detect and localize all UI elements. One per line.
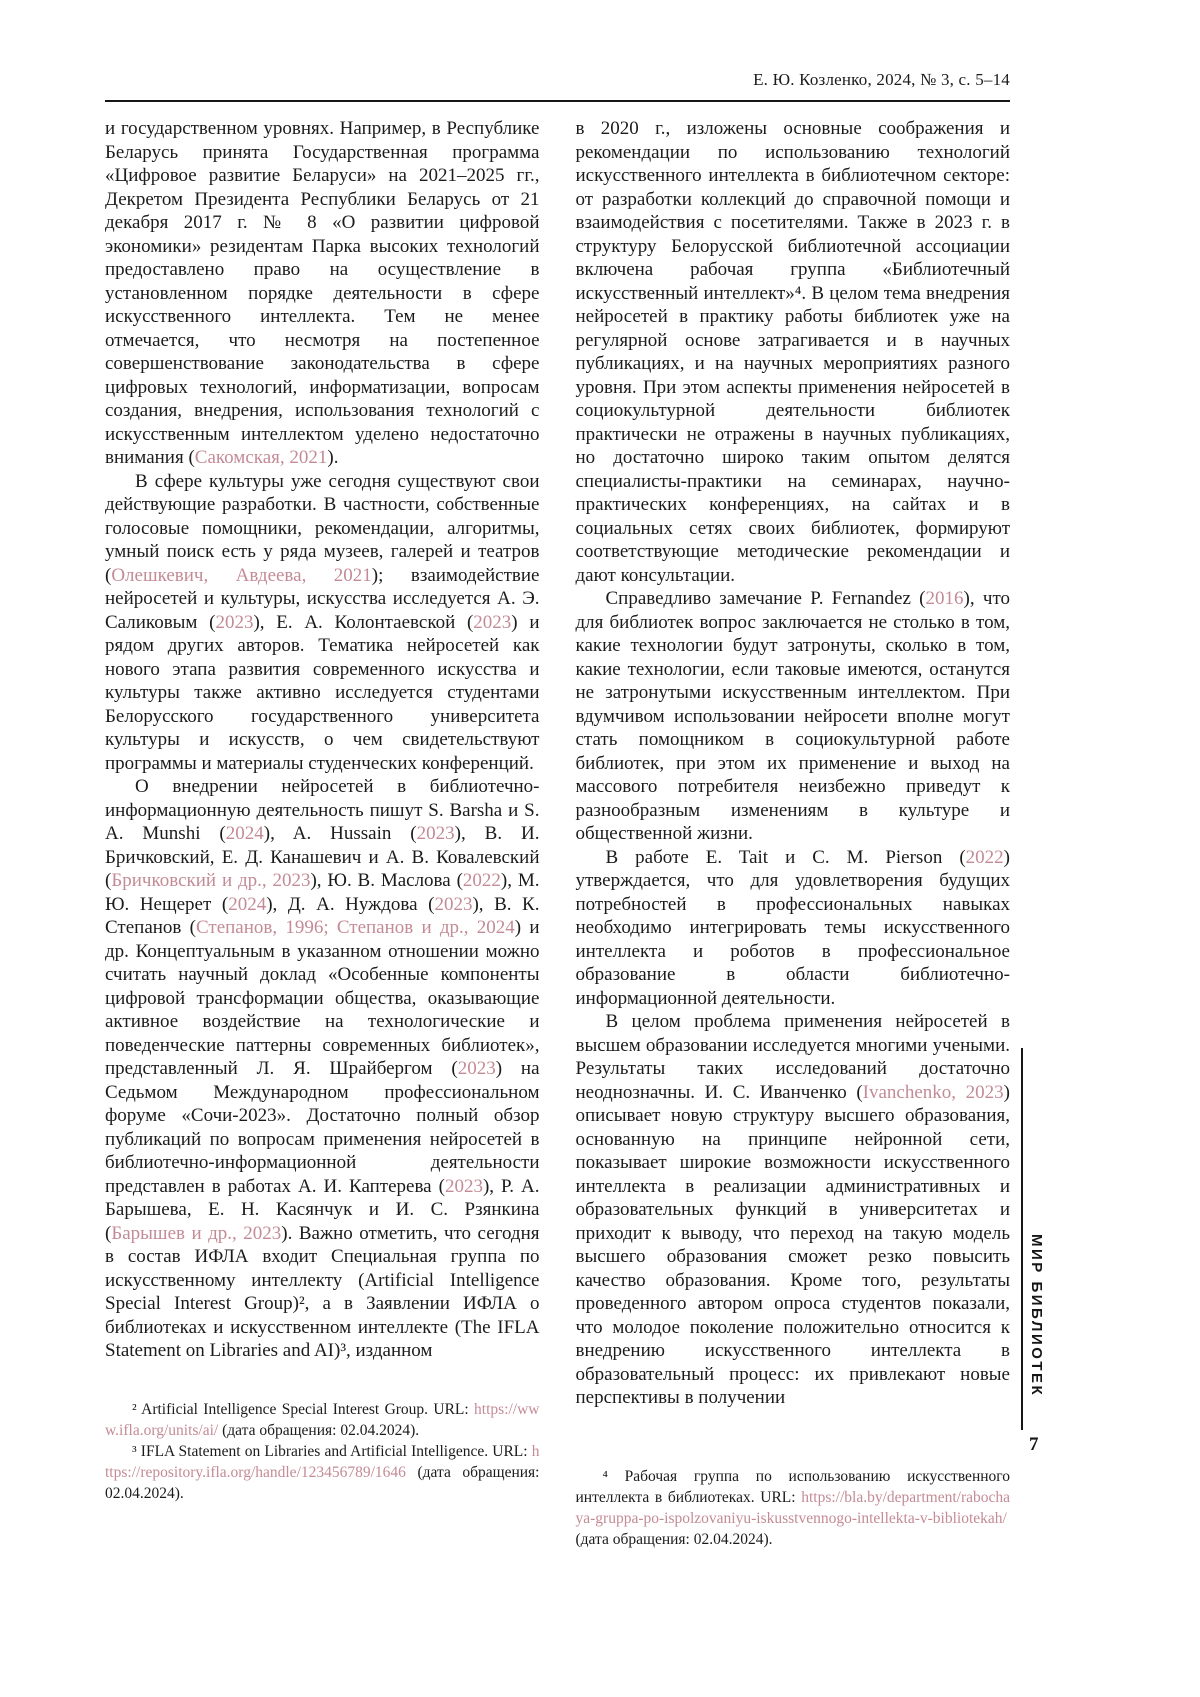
footnote <box>105 1399 540 1441</box>
article-body <box>105 117 1010 1550</box>
left-column-footnotes <box>105 1399 540 1504</box>
footnote <box>105 1441 540 1504</box>
section-label-vertical: МИР БИБЛИОТЕК <box>1028 1234 1045 1398</box>
text-run: ), A. Hussain ( <box>263 823 417 844</box>
text-run: ), Р. А. Барышева, Е. Н. Касянчук и И. С. Рзянкина ( <box>105 1175 540 1244</box>
text-run: ) и рядом других авторов. Тематика нейросетей как нового этапа развития современного искусства и культуры также активно исследуется студентами Белорусского государственного университета культуры и искусств, о чем свидетельствуют программы и материалы студенческих конференций. <box>105 611 540 774</box>
citation-link[interactable]: 2023 <box>457 1058 496 1079</box>
citation-link[interactable]: 2022 <box>462 870 501 891</box>
body-paragraph <box>105 117 540 470</box>
text-run: ) описывает новую структуру высшего образования, основанную на принципе нейронной сети, показывает широкие возможности искусственного интеллекта в реализации административных и образовательных функций в университетах и приходит к выводу, что переход на такую модель высшего образования сможет резко повысить качество образования. Кроме того, результаты проведенного автором опроса студентов показали, что молодое поколение положительно относится к внедрению искусственного интеллекта в образовательный процесс: их привлекают новые перспективы в получении <box>575 1081 1010 1408</box>
citation-link[interactable]: 2016 <box>925 588 964 609</box>
citation-link[interactable]: Барышев и др., 2023 <box>111 1222 282 1244</box>
right-column-text <box>576 117 1011 1410</box>
text-run: ), М. Ю. Нещерет ( <box>105 870 540 915</box>
body-paragraph <box>105 470 540 776</box>
text-run: ). <box>327 447 339 468</box>
text-run: ) и др. Концептуальным в указанном отношении можно считать научный доклад «Особенные компоненты цифровой трансформации общества, оказывающие активное воздействие на технологические и поведенческие паттерны современных библиотек», представленный Л. Я. Шрайбергом ( <box>105 917 540 1079</box>
footnote-url-link[interactable]: https://www.ifla.org/units/ai/ <box>105 1400 540 1439</box>
running-head: Е. Ю. Козленко, 2024, № 3, с. 5–14 <box>753 70 1010 89</box>
text-run: ³ IFLA Statement on Libraries and Artificial Intelligence. URL: <box>132 1442 532 1460</box>
text-run: ) на Седьмом Международном профессиональном форуме «Сочи-2023». Достаточно полный обзор публикаций по вопросам применения нейросетей в библиотечно-информационной деятельности представлен в работах А. И. Каптерева ( <box>105 1058 540 1197</box>
footnote <box>576 1466 1011 1550</box>
text-run: (дата обращения: 02.04.2024). <box>218 1421 420 1439</box>
text-run: ), Д. А. Нуждова ( <box>266 893 435 915</box>
citation-link[interactable]: 2023 <box>416 823 455 844</box>
text-run: ⁴ Рабочая группа по использованию искусственного интеллекта в библиотеках. URL: <box>575 1467 1010 1506</box>
citation-link[interactable]: Олешкевич, Авдеева, 2021 <box>111 564 372 586</box>
body-paragraph <box>576 1010 1011 1410</box>
body-paragraph <box>576 117 1011 587</box>
text-run: ) утверждается, что для удовлетворения будущих потребностей в профессиональных навыках необходимо интегрировать темы искусственного интеллекта и роботов в профессиональное образование в области библиотечно-информационной деятельности. <box>575 846 1010 1009</box>
citation-link[interactable]: Сакомская, 2021 <box>194 447 328 468</box>
footnote-url-link[interactable]: https://bla.by/department/rabochaya-gruppa-po-ispolzovaniyu-iskusstvennogo-intellekta-v-bibliotekah/ <box>575 1488 1010 1527</box>
left-column <box>105 117 540 1550</box>
right-column <box>576 117 1011 1550</box>
text-run: ), В. К. Степанов ( <box>105 893 540 938</box>
text-run: в 2020 г., изложены основные соображения и рекомендации по использованию технологий искусственного интеллекта в библиотечном секторе: от разработки коллекций до справочной помощи и взаимодействия с посетителями. Также в 2023 г. в структуру Белорусской библиотечной ассоциации включена рабочая группа «Библиотечный искусственный интеллект»⁴. В целом тема внедрения нейросетей в практику работы библиотек уже на регулярной основе затрагивается и в научных публикациях, и на научных мероприятиях разного уровня. При этом аспекты применения нейросетей в социокультурной деятельности библиотек практически не отражены в научных публикациях, но достаточно широко таким опытом делятся специалисты-практики на семинарах, научно-практических конференциях, на сайтах и в социальных сетях своих библиотек, формируют соответствующие методические рекомендации и дают консультации. <box>575 118 1010 586</box>
header-rule <box>105 100 1010 102</box>
text-run: ), что для библиотек вопрос заключается не столько в том, какие технологии будут затронуты, сколько в том, какие технологии, если таковые имеются, останутся не затронутыми искусственным интеллектом. При вдумчивом использовании нейросети вполне могут стать помощником в социокультурной работе библиотек, при этом их применение и выход на массового потребителя неизбежно приведут к разнообразным изменениям в культуре и общественной жизни. <box>575 588 1010 844</box>
text-run: (дата обращения: 02.04.2024). <box>575 1530 773 1548</box>
citation-link[interactable]: 2024 <box>228 893 267 915</box>
footnote-url-link[interactable]: https://repository.ifla.org/handle/123456789/1646 <box>105 1442 540 1481</box>
text-run: (дата обращения: 02.04.2024). <box>105 1463 540 1502</box>
text-run: В целом проблема применения нейросетей в высшем образовании исследуется многими учеными. Результаты таких исследований достаточно неоднозначны. И. С. Иванченко ( <box>575 1011 1010 1103</box>
section-divider-line <box>1021 1048 1023 1430</box>
text-run: ), Ю. В. Маслова ( <box>310 870 463 891</box>
page-number: 7 <box>1029 1434 1039 1455</box>
text-run: ). Важно отметить, что сегодня в состав ИФЛА входит Специальная группа по искусственному интеллекту (Artificial Intelligence Special Interest Group)², а в Заявлении ИФЛА о библиотеках и искусственном интеллекте (The IFLA Statement on Libraries and AI)³, изданном <box>105 1222 540 1361</box>
text-run: О внедрении нейросетей в библиотечно-информационную деятельность пишут S. Barsha и S. A. Munshi ( <box>105 776 540 844</box>
body-paragraph <box>576 846 1011 1011</box>
text-run: ), В. И. Бричковский, Е. Д. Канашевич и А. В. Ковалевский ( <box>105 823 540 891</box>
text-run: В сфере культуры уже сегодня существуют свои действующие разработки. В частности, собственные голосовые помощники, рекомендации, алгоритмы, умный поиск есть у ряда музеев, галерей и театров ( <box>105 470 540 586</box>
body-paragraph <box>576 587 1011 846</box>
citation-link[interactable]: 2023 <box>434 893 473 915</box>
citation-link[interactable]: 2023 <box>215 611 254 633</box>
right-column-footnotes <box>576 1466 1011 1550</box>
text-run: и государственном уровнях. Например, в Республике Беларусь принята Государственная программа «Цифровое развитие Беларуси» на 2021–2025 гг., Декретом Президента Республики Беларусь от 21 декабря 2017 г. № 8 «О развитии цифровой экономики» резидентам Парка высоких технологий предоставлено право на осуществление в установленном порядке деятельности в сфере искусственного интеллекта. Тем не менее отмечается, что несмотря на постепенное совершенствование законодательства в сфере цифровых технологий, информатизации, вопросам создания, внедрения, использования технологий с искусственным интеллектом уделено недостаточно внимания ( <box>105 118 540 468</box>
body-paragraph <box>105 775 540 1363</box>
text-run: ), Е. А. Колонтаевской ( <box>253 611 474 633</box>
citation-link[interactable]: 2023 <box>444 1175 483 1197</box>
text-run: Справедливо замечание P. Fernandez ( <box>605 588 926 609</box>
citation-link[interactable]: 2024 <box>225 823 264 844</box>
citation-link[interactable]: 2023 <box>473 611 512 633</box>
citation-link[interactable]: Степанов, 1996; Степанов и др., 2024 <box>195 917 515 938</box>
text-run: ² Artificial Intelligence Special Interest Group. URL: <box>132 1400 475 1418</box>
left-column-text <box>105 117 540 1363</box>
text-run: ); взаимодействие нейросетей и культуры, искусства исследуется А. Э. Саликовым ( <box>105 564 540 633</box>
citation-link[interactable]: 2022 <box>965 846 1004 868</box>
citation-link[interactable]: Ivanchenko, 2023 <box>862 1081 1004 1103</box>
citation-link[interactable]: Бричковский и др., 2023 <box>111 870 311 891</box>
text-run: В работе E. Tait и C. M. Pierson ( <box>605 846 966 868</box>
